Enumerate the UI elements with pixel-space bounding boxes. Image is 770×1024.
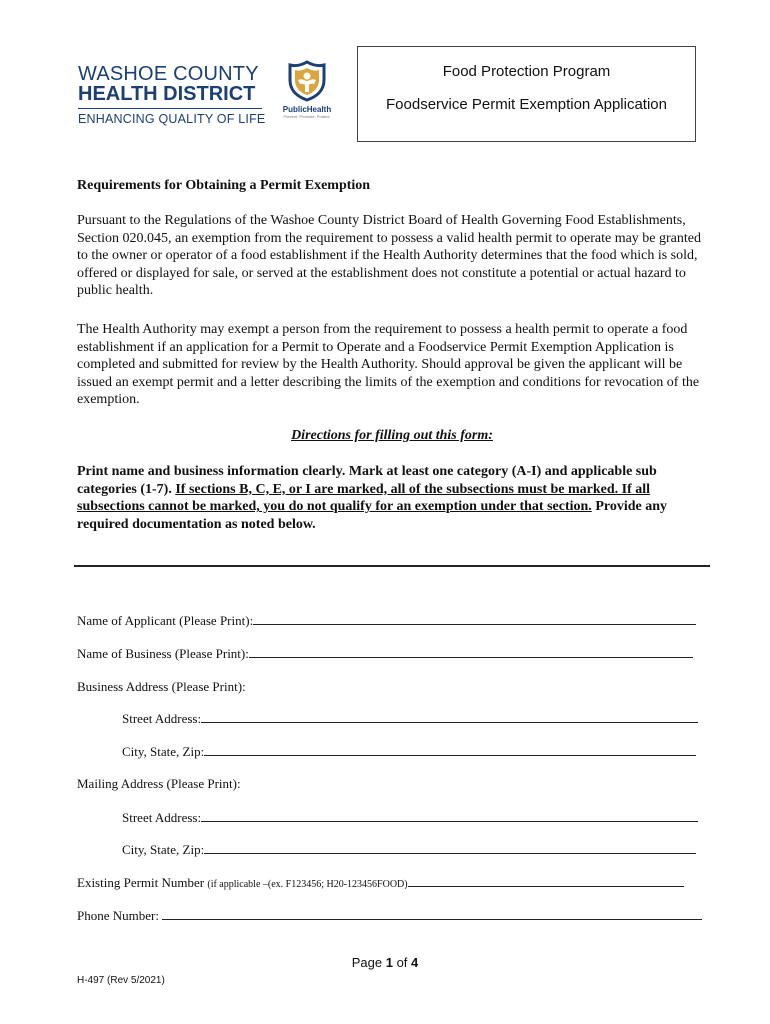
business-address-label: Business Address (Please Print): bbox=[77, 679, 246, 694]
page-total: 4 bbox=[411, 955, 419, 970]
applicant-name-label: Name of Applicant (Please Print): bbox=[77, 613, 254, 628]
mailing-city-label: City, State, Zip: bbox=[122, 842, 205, 857]
org-name-line2: HEALTH DISTRICT bbox=[78, 83, 256, 105]
business-street-row bbox=[122, 710, 698, 727]
business-city-row bbox=[122, 743, 696, 760]
mailing-street-field[interactable] bbox=[201, 809, 698, 822]
page-of: of bbox=[392, 955, 412, 970]
mailing-city-row bbox=[122, 841, 696, 858]
business-street-label: Street Address: bbox=[122, 711, 202, 726]
phone-field[interactable] bbox=[162, 907, 702, 920]
business-address-row bbox=[77, 679, 246, 695]
logo-rule bbox=[78, 108, 262, 109]
business-city-field[interactable] bbox=[204, 743, 696, 756]
instructions-part1: Print name and business information clearly. Mark at least one category (A-I) and applicable sub categories (1-7). bbox=[77, 464, 657, 497]
business-street-field[interactable] bbox=[201, 710, 698, 723]
applicant-name-row bbox=[77, 612, 696, 629]
phone-label: Phone Number: bbox=[77, 908, 159, 923]
instructions-requirement: If sections B, C, E, or I are marked, all of the subsections must be marked. If all subsections cannot be marked, you do not qualify for an exemption under that section. bbox=[77, 481, 651, 515]
business-city-label: City, State, Zip: bbox=[122, 744, 205, 759]
existing-permit-hint: (if applicable –(ex. F123456; H20-123456FOOD) bbox=[207, 879, 408, 890]
page-current: 1 bbox=[385, 955, 393, 970]
paragraph-exemption: The Health Authority may exempt a person from the requirement to possess a health permit to operate a food establishment if an application for a Permit to Operate and a Foodservice Permit Exemption Application is completed and submitted for review by the Health Authority. Should approval be given the applicant will be issued an exempt permit and a letter describing the limits of the exemption and conditions for revocation of the exemption. bbox=[77, 322, 700, 408]
org-name-line1: WASHOE COUNTY bbox=[78, 63, 259, 85]
paragraph-regulations: Pursuant to the Regulations of the Washoe County District Board of Health Governing Food Establishments, Section 020.045, an exemption from the requirement to possess a valid health permit to operate may be granted to the owner or operator of a food establishment if the Health Authority determines that the food which is sold, offered or displayed for sale, or served at the establishment does not constitute a potential or actual hazard to public health. bbox=[77, 213, 701, 299]
page-number bbox=[0, 955, 770, 970]
title-box bbox=[357, 46, 696, 142]
page-prefix: Page bbox=[351, 955, 386, 970]
existing-permit-field[interactable] bbox=[408, 874, 684, 887]
mailing-address-row bbox=[77, 776, 241, 792]
public-health-subtext: Prevent. Promote. Protect. bbox=[283, 114, 331, 119]
section-divider bbox=[74, 565, 710, 567]
mailing-street-label: Street Address: bbox=[122, 810, 202, 825]
phone-row bbox=[77, 907, 702, 924]
business-name-label: Name of Business (Please Print): bbox=[77, 646, 249, 661]
form-revision-id: H-497 (Rev 5/2021) bbox=[77, 975, 165, 986]
requirements-heading: Requirements for Obtaining a Permit Exemption bbox=[77, 178, 371, 193]
form-title: Foodservice Permit Exemption Application bbox=[386, 96, 667, 113]
existing-permit-label: Existing Permit Number bbox=[77, 875, 205, 890]
mailing-address-label: Mailing Address (Please Print): bbox=[77, 776, 241, 791]
shield-icon bbox=[287, 60, 327, 102]
existing-permit-row bbox=[77, 874, 684, 893]
directions-heading: Directions for filling out this form: bbox=[291, 428, 493, 443]
program-title: Food Protection Program bbox=[442, 63, 611, 80]
instructions-part2: Provide any required documentation as noted below. bbox=[77, 499, 668, 532]
mailing-city-field[interactable] bbox=[204, 841, 696, 854]
instructions bbox=[77, 463, 707, 533]
org-tagline: ENHANCING QUALITY OF LIFE bbox=[78, 112, 266, 126]
washoe-county-logo bbox=[78, 64, 278, 127]
business-name-row bbox=[77, 645, 693, 662]
applicant-name-field[interactable] bbox=[253, 612, 696, 625]
public-health-text: PublicHealth bbox=[282, 105, 332, 114]
business-name-field[interactable] bbox=[249, 645, 693, 658]
public-health-logo bbox=[276, 60, 338, 119]
mailing-street-row bbox=[122, 809, 698, 826]
